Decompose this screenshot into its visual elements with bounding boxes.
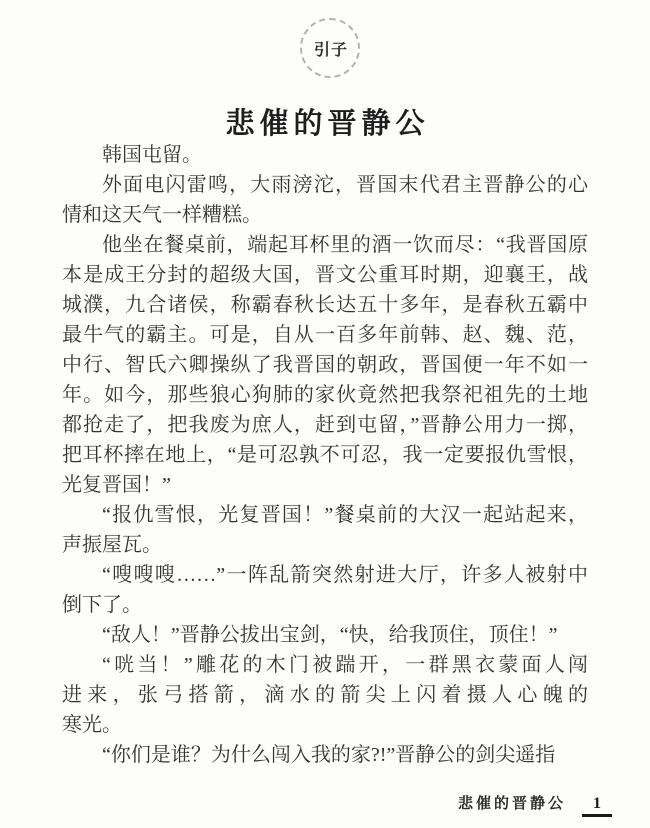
body-line: 中行、智氏六卿操纵了我晋国的朝政，晋国便一年不如一 — [62, 354, 588, 376]
body-text — [62, 140, 588, 770]
prologue-badge-label: 引子 — [313, 39, 348, 59]
page-footer — [458, 792, 612, 817]
body-line: 他坐在餐桌前，端起耳杯里的酒一饮而尽：“我晋国原 — [102, 234, 588, 256]
body-line: “报仇雪恨，光复晋国！”餐桌前的大汉一起站起来， — [102, 504, 588, 526]
body-line: 倒下了。 — [62, 594, 142, 616]
body-line: “你们是谁？为什么闯入我的家?!”晋静公的剑尖遥指 — [102, 744, 556, 766]
body-line: “嗖嗖嗖……”一阵乱箭突然射进大厅，许多人被射中 — [102, 564, 588, 586]
body-line: “咣当！”雕花的木门被踹开，一群黑衣蒙面人闯 — [102, 654, 588, 676]
body-line: 城濮，九合诸侯，称霸春秋长达五十多年，是春秋五霸中 — [62, 294, 588, 316]
body-line: 年。如今，那些狼心狗肺的家伙竟然把我祭祀祖先的土地 — [62, 384, 588, 406]
body-line: 进来，张弓搭箭，滴水的箭尖上闪着摄人心魄的 — [62, 684, 588, 706]
body-line: 最牛气的霸主。可是，自从一百多年前韩、赵、魏、范， — [62, 324, 588, 346]
body-line: 寒光。 — [62, 714, 122, 736]
body-line: 把耳杯摔在地上，“是可忍孰不可忍，我一定要报仇雪恨， — [62, 444, 588, 466]
footer-page-number: 1 — [582, 795, 612, 817]
page-title: 悲催的晋静公 — [225, 106, 430, 141]
body-line: “敌人！”晋静公拔出宝剑，“快，给我顶住，顶住！” — [102, 624, 558, 646]
footer-running-title: 悲催的晋静公 — [457, 794, 566, 812]
body-line: 光复晋国！” — [62, 474, 171, 496]
body-line: 情和这天气一样糟糕。 — [62, 204, 262, 226]
body-line: 外面电闪雷鸣，大雨滂沱，晋国末代君主晋静公的心 — [102, 174, 588, 196]
body-line: 本是成王分封的超级大国，晋文公重耳时期，迎襄王，战 — [62, 264, 588, 286]
body-line: 韩国屯留。 — [102, 144, 202, 166]
body-line: 声振屋瓦。 — [62, 534, 162, 556]
prologue-badge — [300, 18, 360, 78]
body-line: 都抢走了，把我废为庶人，赶到屯留，”晋静公用力一掷， — [62, 414, 588, 436]
